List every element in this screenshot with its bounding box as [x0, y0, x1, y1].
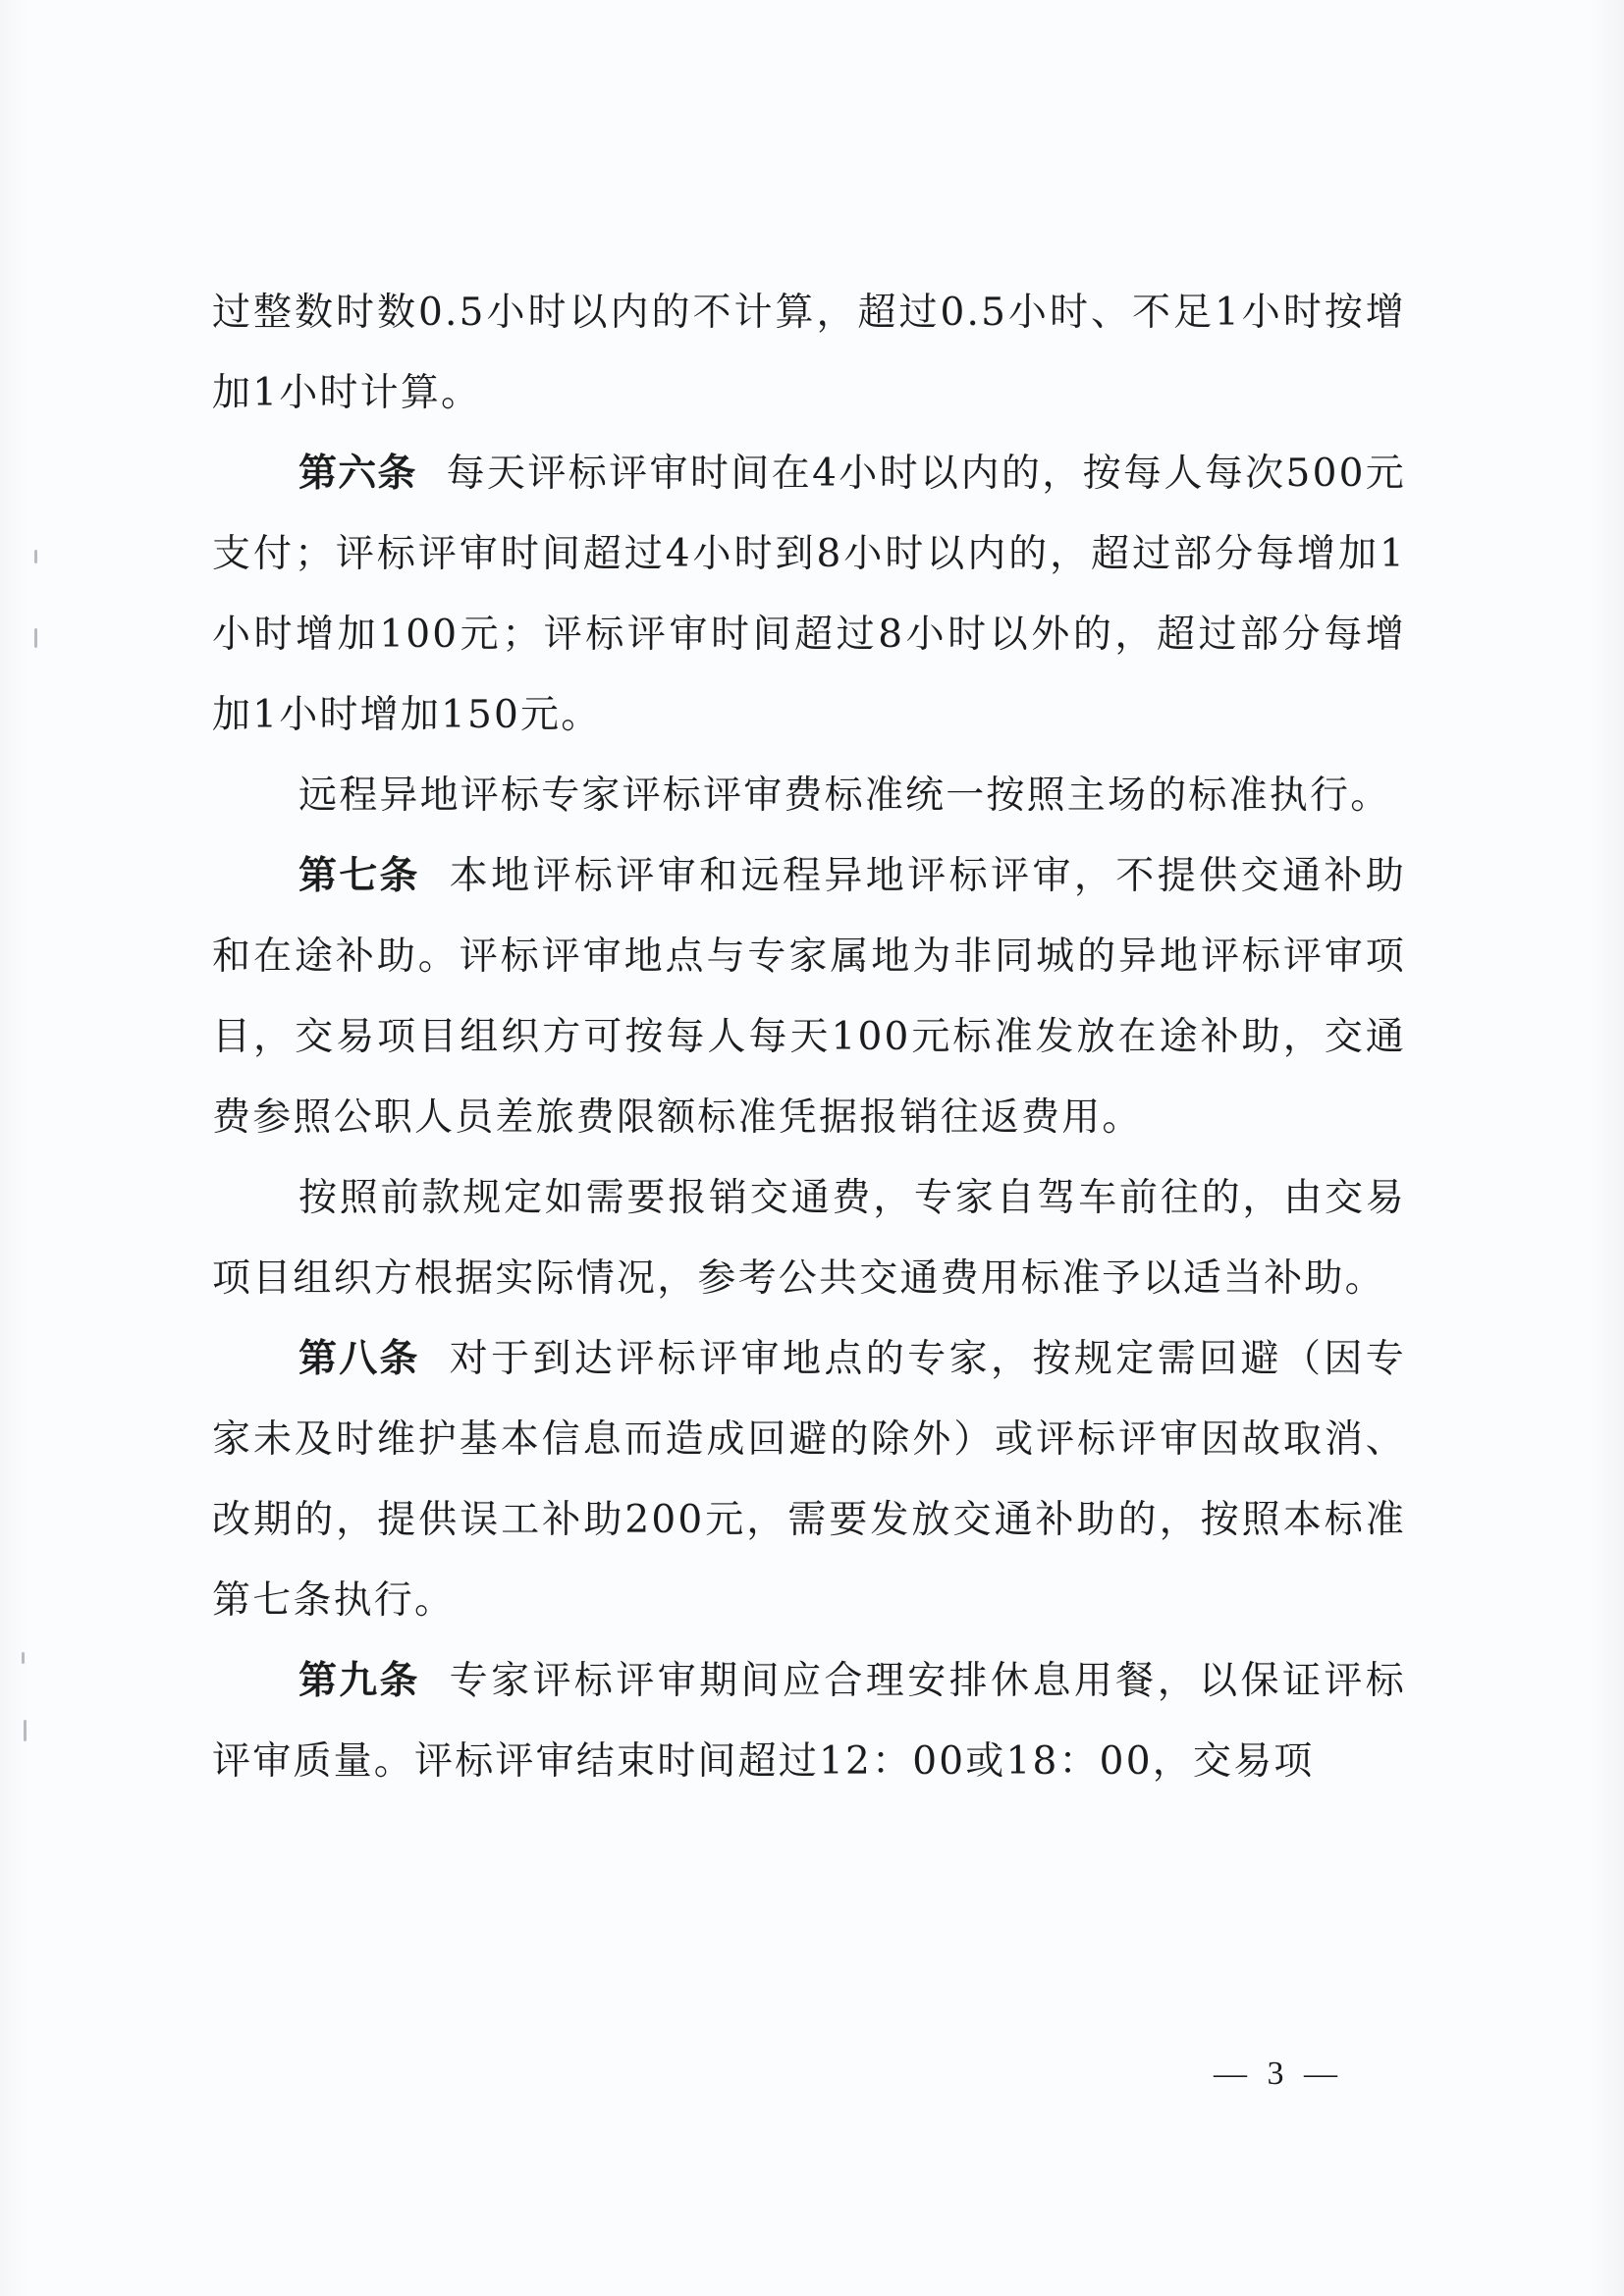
page-number: — 3 — — [1214, 2056, 1343, 2092]
binding-hole-mark — [34, 550, 37, 563]
paragraph-text: 远程异地评标专家评标评审费标准统一按照主场的标准执行。 — [298, 774, 1391, 818]
paragraph-transport-reimbursement — [212, 1158, 1406, 1319]
paragraph-continued — [212, 273, 1406, 434]
article-9 — [212, 1641, 1406, 1802]
document-body — [212, 273, 1406, 1802]
paragraph-text: 对于到达评标评审地点的专家，按规定需回避（因专家未及时维护基本信息而造成回避的除外）或评标评审因故取消、改期的，提供误工补助200元，需要发放交通补助的，按照本标准第七条执行。 — [212, 1337, 1406, 1623]
binding-hole-mark — [22, 1652, 25, 1664]
paragraph-text: 过整数时数0.5小时以内的不计算，超过0.5小时、不足1小时按增加1小时计算。 — [212, 291, 1406, 415]
paragraph-remote-standard — [212, 756, 1406, 836]
article-label: 第七条 — [298, 854, 420, 898]
paragraph-text: 专家评标评审期间应合理安排休息用餐，以保证评标评审质量。评标评审结束时间超过12：00或18：00，交易项 — [212, 1659, 1406, 1784]
article-6 — [212, 434, 1406, 756]
paragraph-text: 每天评标评审时间在4小时以内的，按每人每次500元支付；评标评审时间超过4小时到8小时以内的，超过部分每增加1小时增加100元；评标评审时间超过8小时以外的，超过部分每增加1小时增加150元。 — [212, 452, 1406, 737]
article-8 — [212, 1319, 1406, 1641]
paragraph-text: 本地评标评审和远程异地评标评审，不提供交通补助和在途补助。评标评审地点与专家属地为非同城的异地评标评审项目，交易项目组织方可按每人每天100元标准发放在途补助，交通费参照公职人员差旅费限额标准凭据报销往返费用。 — [212, 854, 1406, 1140]
article-label: 第八条 — [298, 1337, 420, 1381]
paragraph-text: 按照前款规定如需要报销交通费，专家自驾车前往的，由交易项目组织方根据实际情况，参考公共交通费用标准予以适当补助。 — [212, 1176, 1406, 1301]
article-label: 第六条 — [298, 452, 417, 496]
binding-hole-mark — [24, 1720, 27, 1741]
binding-hole-mark — [34, 628, 37, 648]
article-label: 第九条 — [298, 1659, 420, 1703]
article-7 — [212, 836, 1406, 1158]
